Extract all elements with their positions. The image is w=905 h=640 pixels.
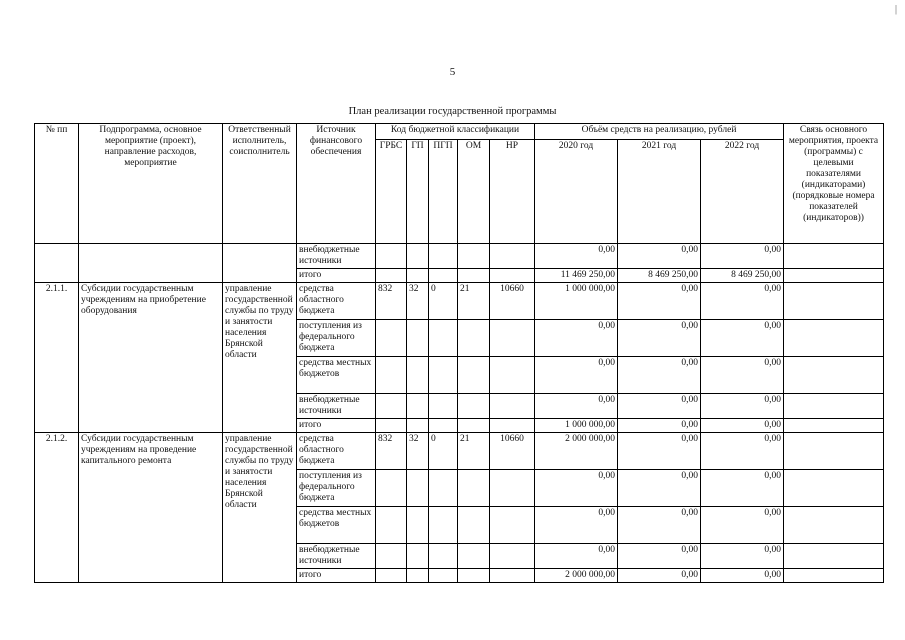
code-cell bbox=[429, 544, 458, 569]
amount-2022: 0,00 bbox=[701, 470, 784, 507]
source-cell: средства областного бюджета bbox=[297, 433, 376, 470]
code-cell bbox=[458, 320, 490, 357]
amount-2021: 0,00 bbox=[618, 394, 701, 419]
amount-2021: 0,00 bbox=[618, 433, 701, 470]
link-cell bbox=[784, 320, 884, 357]
amount-2022: 0,00 bbox=[701, 507, 784, 544]
source-cell: средства областного бюджета bbox=[297, 283, 376, 320]
source-cell: внебюджетные источники bbox=[297, 394, 376, 419]
subprogram-cell: Субсидии государственным учреждениям на проведение капитального ремонта bbox=[79, 433, 223, 583]
page-number: 5 bbox=[449, 66, 456, 78]
code-cell bbox=[429, 269, 458, 283]
amount-2022: 0,00 bbox=[701, 433, 784, 470]
amount-2021: 0,00 bbox=[618, 470, 701, 507]
amount-2021: 0,00 bbox=[618, 544, 701, 569]
code-cell bbox=[429, 357, 458, 394]
link-cell bbox=[784, 419, 884, 433]
amount-2021: 8 469 250,00 bbox=[618, 269, 701, 283]
code-cell bbox=[407, 470, 429, 507]
amount-2021: 0,00 bbox=[618, 507, 701, 544]
code-cell bbox=[376, 544, 407, 569]
link-cell bbox=[784, 244, 884, 269]
source-cell: итого bbox=[297, 419, 376, 433]
code-cell bbox=[376, 320, 407, 357]
table-row bbox=[35, 433, 884, 470]
header-gp: ГП bbox=[407, 140, 429, 244]
source-cell: поступления из федерального бюджета bbox=[297, 470, 376, 507]
amount-2020: 0,00 bbox=[535, 357, 618, 394]
source-cell: внебюджетные источники bbox=[297, 244, 376, 269]
code-cell bbox=[458, 357, 490, 394]
page-title: План реализации государственной программы bbox=[348, 106, 557, 117]
amount-2022: 0,00 bbox=[701, 320, 784, 357]
header-2022: 2022 год bbox=[701, 140, 784, 244]
code-cell bbox=[458, 507, 490, 544]
code-cell bbox=[376, 507, 407, 544]
code-cell bbox=[458, 269, 490, 283]
header-grbs: ГРБС bbox=[376, 140, 407, 244]
header-om: ОМ bbox=[458, 140, 490, 244]
code-cell bbox=[407, 244, 429, 269]
code-cell bbox=[490, 507, 535, 544]
header-pgp: ПГП bbox=[429, 140, 458, 244]
amount-2020: 0,00 bbox=[535, 544, 618, 569]
amount-2022: 0,00 bbox=[701, 544, 784, 569]
code-cell bbox=[407, 419, 429, 433]
code-cell bbox=[407, 269, 429, 283]
code-cell bbox=[458, 244, 490, 269]
code-pgp-cell: 0 bbox=[429, 433, 458, 470]
code-cell bbox=[407, 544, 429, 569]
code-cell bbox=[376, 269, 407, 283]
executor-cell bbox=[223, 244, 297, 283]
code-om-cell: 21 bbox=[458, 433, 490, 470]
code-cell bbox=[376, 357, 407, 394]
subprogram-cell bbox=[79, 244, 223, 283]
source-cell: итого bbox=[297, 269, 376, 283]
code-cell bbox=[407, 507, 429, 544]
code-cell bbox=[490, 470, 535, 507]
amount-2020: 0,00 bbox=[535, 394, 618, 419]
source-cell: поступления из федерального бюджета bbox=[297, 320, 376, 357]
amount-2020: 0,00 bbox=[535, 244, 618, 269]
source-cell: внебюджетные источники bbox=[297, 544, 376, 569]
code-gp-cell: 32 bbox=[407, 433, 429, 470]
link-cell bbox=[784, 569, 884, 583]
amount-2022: 0,00 bbox=[701, 283, 784, 320]
code-cell bbox=[407, 320, 429, 357]
link-cell bbox=[784, 507, 884, 544]
amount-2021: 0,00 bbox=[618, 569, 701, 583]
code-cell bbox=[376, 569, 407, 583]
table-body bbox=[35, 244, 884, 583]
amount-2020: 2 000 000,00 bbox=[535, 433, 618, 470]
header-link: Связь основного мероприятия, проекта (программы) с целевыми показателями (индикаторами) (порядковые номера показателей (индикаторов)) bbox=[784, 124, 884, 244]
link-cell bbox=[784, 394, 884, 419]
code-cell bbox=[376, 394, 407, 419]
header-executor: Ответственный исполнитель, соисполнитель bbox=[223, 124, 297, 244]
code-grbs-cell: 832 bbox=[376, 283, 407, 320]
code-cell bbox=[458, 544, 490, 569]
executor-cell: управление государственной службы по труду и занятости населения Брянской области bbox=[223, 433, 297, 583]
header-volume: Объём средств на реализацию, рублей bbox=[535, 124, 784, 140]
code-cell bbox=[490, 244, 535, 269]
header-2021: 2021 год bbox=[618, 140, 701, 244]
header-2020: 2020 год bbox=[535, 140, 618, 244]
num-cell: 2.1.1. bbox=[35, 283, 79, 433]
amount-2022: 0,00 bbox=[701, 357, 784, 394]
code-cell bbox=[429, 507, 458, 544]
header-budget-code: Код бюджетной классификации bbox=[376, 124, 535, 140]
amount-2022: 8 469 250,00 bbox=[701, 269, 784, 283]
header-source: Источник финансового обеспечения bbox=[297, 124, 376, 244]
code-cell bbox=[407, 357, 429, 394]
source-cell: средства местных бюджетов bbox=[297, 357, 376, 394]
num-cell bbox=[35, 244, 79, 283]
code-grbs-cell: 832 bbox=[376, 433, 407, 470]
code-cell bbox=[490, 269, 535, 283]
code-cell bbox=[429, 320, 458, 357]
plan-table bbox=[34, 123, 884, 583]
corner-mark: | bbox=[894, 4, 897, 15]
code-om-cell: 21 bbox=[458, 283, 490, 320]
code-cell bbox=[429, 569, 458, 583]
code-cell bbox=[429, 470, 458, 507]
link-cell bbox=[784, 544, 884, 569]
amount-2022: 0,00 bbox=[701, 569, 784, 583]
amount-2022: 0,00 bbox=[701, 244, 784, 269]
code-np-cell: 10660 bbox=[490, 433, 535, 470]
link-cell bbox=[784, 433, 884, 470]
header-subprogram: Подпрограмма, основное мероприятие (проект), направление расходов, мероприятие bbox=[79, 124, 223, 244]
amount-2020: 0,00 bbox=[535, 320, 618, 357]
code-cell bbox=[407, 569, 429, 583]
code-cell bbox=[490, 394, 535, 419]
executor-cell: управление государственной службы по труду и занятости населения Брянской области bbox=[223, 283, 297, 433]
amount-2021: 0,00 bbox=[618, 283, 701, 320]
code-cell bbox=[376, 419, 407, 433]
header-num: № пп bbox=[35, 124, 79, 244]
table-row bbox=[35, 283, 884, 320]
code-cell bbox=[407, 394, 429, 419]
amount-2021: 0,00 bbox=[618, 419, 701, 433]
amount-2021: 0,00 bbox=[618, 357, 701, 394]
code-cell bbox=[490, 419, 535, 433]
code-cell bbox=[458, 394, 490, 419]
code-cell bbox=[490, 569, 535, 583]
amount-2020: 1 000 000,00 bbox=[535, 283, 618, 320]
code-gp-cell: 32 bbox=[407, 283, 429, 320]
amount-2020: 2 000 000,00 bbox=[535, 569, 618, 583]
code-cell bbox=[458, 470, 490, 507]
subprogram-cell: Субсидии государственным учреждениям на приобретение оборудования bbox=[79, 283, 223, 433]
code-cell bbox=[376, 470, 407, 507]
link-cell bbox=[784, 269, 884, 283]
amount-2020: 11 469 250,00 bbox=[535, 269, 618, 283]
code-cell bbox=[429, 419, 458, 433]
carryover-row bbox=[35, 244, 884, 269]
code-cell bbox=[458, 569, 490, 583]
header-np: НР bbox=[490, 140, 535, 244]
code-cell bbox=[490, 357, 535, 394]
link-cell bbox=[784, 283, 884, 320]
code-cell bbox=[490, 544, 535, 569]
code-cell bbox=[429, 394, 458, 419]
amount-2020: 0,00 bbox=[535, 470, 618, 507]
amount-2020: 0,00 bbox=[535, 507, 618, 544]
code-np-cell: 10660 bbox=[490, 283, 535, 320]
link-cell bbox=[784, 470, 884, 507]
code-cell bbox=[458, 419, 490, 433]
link-cell bbox=[784, 357, 884, 394]
code-cell bbox=[429, 244, 458, 269]
source-cell: итого bbox=[297, 569, 376, 583]
code-cell bbox=[490, 320, 535, 357]
table-header bbox=[35, 124, 884, 244]
code-cell bbox=[376, 244, 407, 269]
amount-2022: 0,00 bbox=[701, 394, 784, 419]
amount-2020: 1 000 000,00 bbox=[535, 419, 618, 433]
amount-2021: 0,00 bbox=[618, 320, 701, 357]
source-cell: средства местных бюджетов bbox=[297, 507, 376, 544]
code-pgp-cell: 0 bbox=[429, 283, 458, 320]
num-cell: 2.1.2. bbox=[35, 433, 79, 583]
amount-2021: 0,00 bbox=[618, 244, 701, 269]
amount-2022: 0,00 bbox=[701, 419, 784, 433]
